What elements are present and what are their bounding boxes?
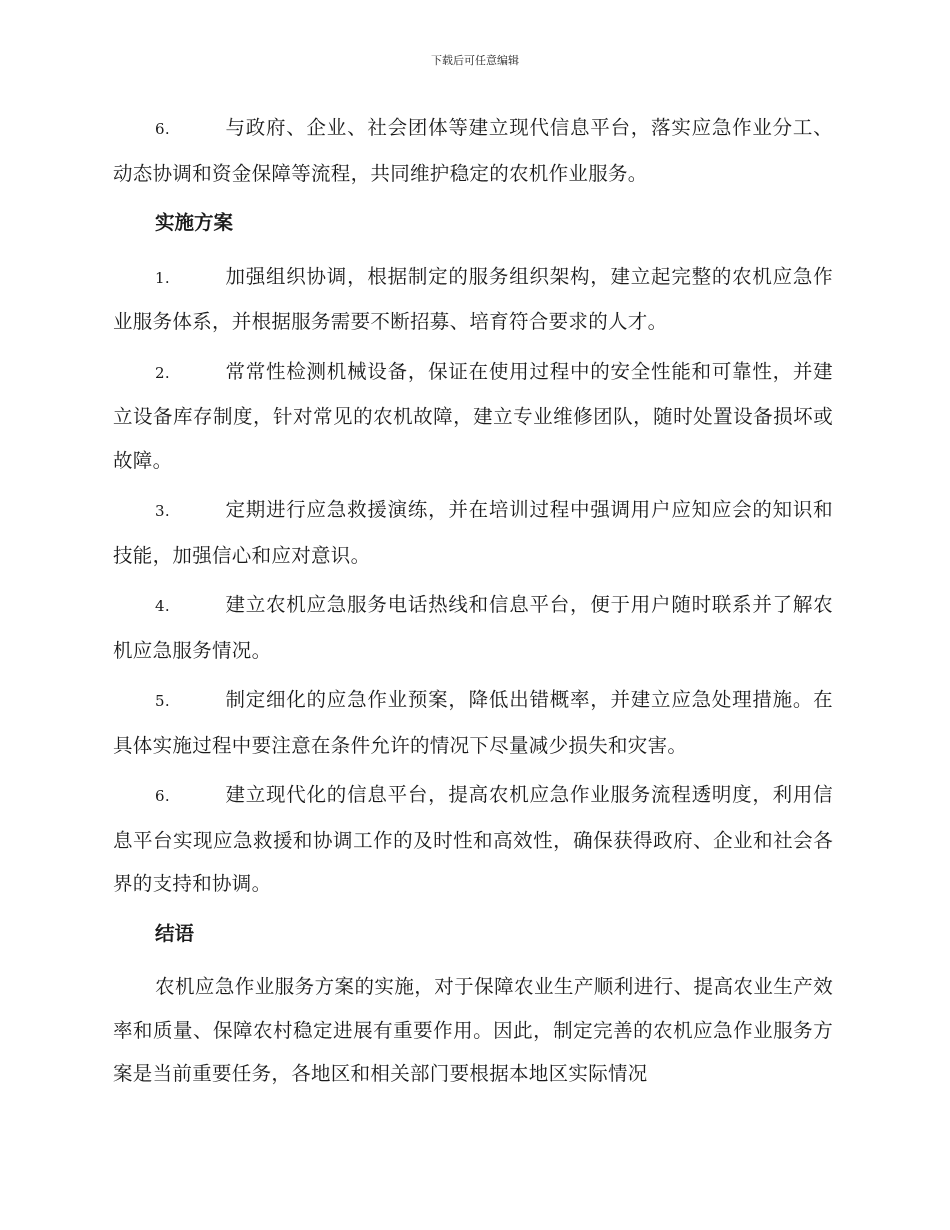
item-number: 4.: [155, 597, 170, 615]
item-number: 1.: [155, 268, 170, 287]
item-text: 建立现代化的信息平台，提高农机应急作业服务流程透明度，利用信息平台实现应急救援和协调工作的及时性和高效性，确保获得政府、企业和社会各界的支持和协调。: [113, 783, 833, 895]
item-number: 5.: [155, 692, 170, 710]
item-text: 加强组织协调，根据制定的服务组织架构，建立起完整的农机应急作业服务体系，并根据服务需要不断招募、培育符合要求的人才。: [113, 264, 833, 333]
item-number: 3.: [155, 502, 170, 520]
item-number: 6.: [155, 787, 170, 805]
section-heading: 结语: [155, 921, 195, 945]
item-text: 与政府、企业、社会团体等建立现代信息平台，落实应急作业分工、动态协调和资金保障等流程，共同维护稳定的农机作业服务。: [113, 116, 833, 185]
list-item: [113, 255, 833, 344]
list-item: [113, 106, 833, 195]
item-text: 建立农机应急服务电话热线和信息平台，便于用户随时联系并了解农机应急服务情况。: [113, 593, 833, 662]
item-number: 2.: [155, 363, 170, 382]
list-item: [113, 583, 833, 672]
item-text: 常常性检测机械设备，保证在使用过程中的安全性能和可靠性，并建立设备库存制度，针对常见的农机故障，建立专业维修团队，随时处置设备损坏或故障。: [113, 359, 833, 472]
list-item: [113, 773, 833, 906]
item-number: 6.: [155, 120, 170, 138]
document-body: [113, 106, 833, 1102]
list-item: [113, 350, 833, 483]
page-header: 下载后可任意编辑: [431, 54, 519, 67]
item-text: 制定细化的应急作业预案，降低出错概率，并建立应急处理措施。在具体实施过程中要注意在条件允许的情况下尽量减少损失和灾害。: [113, 688, 833, 757]
paragraph: 农机应急作业服务方案的实施，对于保障农业生产顺利进行、提高农业生产效率和质量、保障农村稳定进展有重要作用。因此，制定完善的农机应急作业服务方案是当前重要任务，各地区和相关部门要根据本地区实际情况: [113, 975, 833, 1085]
section-heading: 实施方案: [155, 211, 234, 234]
list-item: [113, 488, 833, 577]
item-text: 定期进行应急救援演练，并在培训过程中强调用户应知应会的知识和技能，加强信心和应对意识。: [113, 498, 833, 567]
list-item: [113, 678, 833, 767]
